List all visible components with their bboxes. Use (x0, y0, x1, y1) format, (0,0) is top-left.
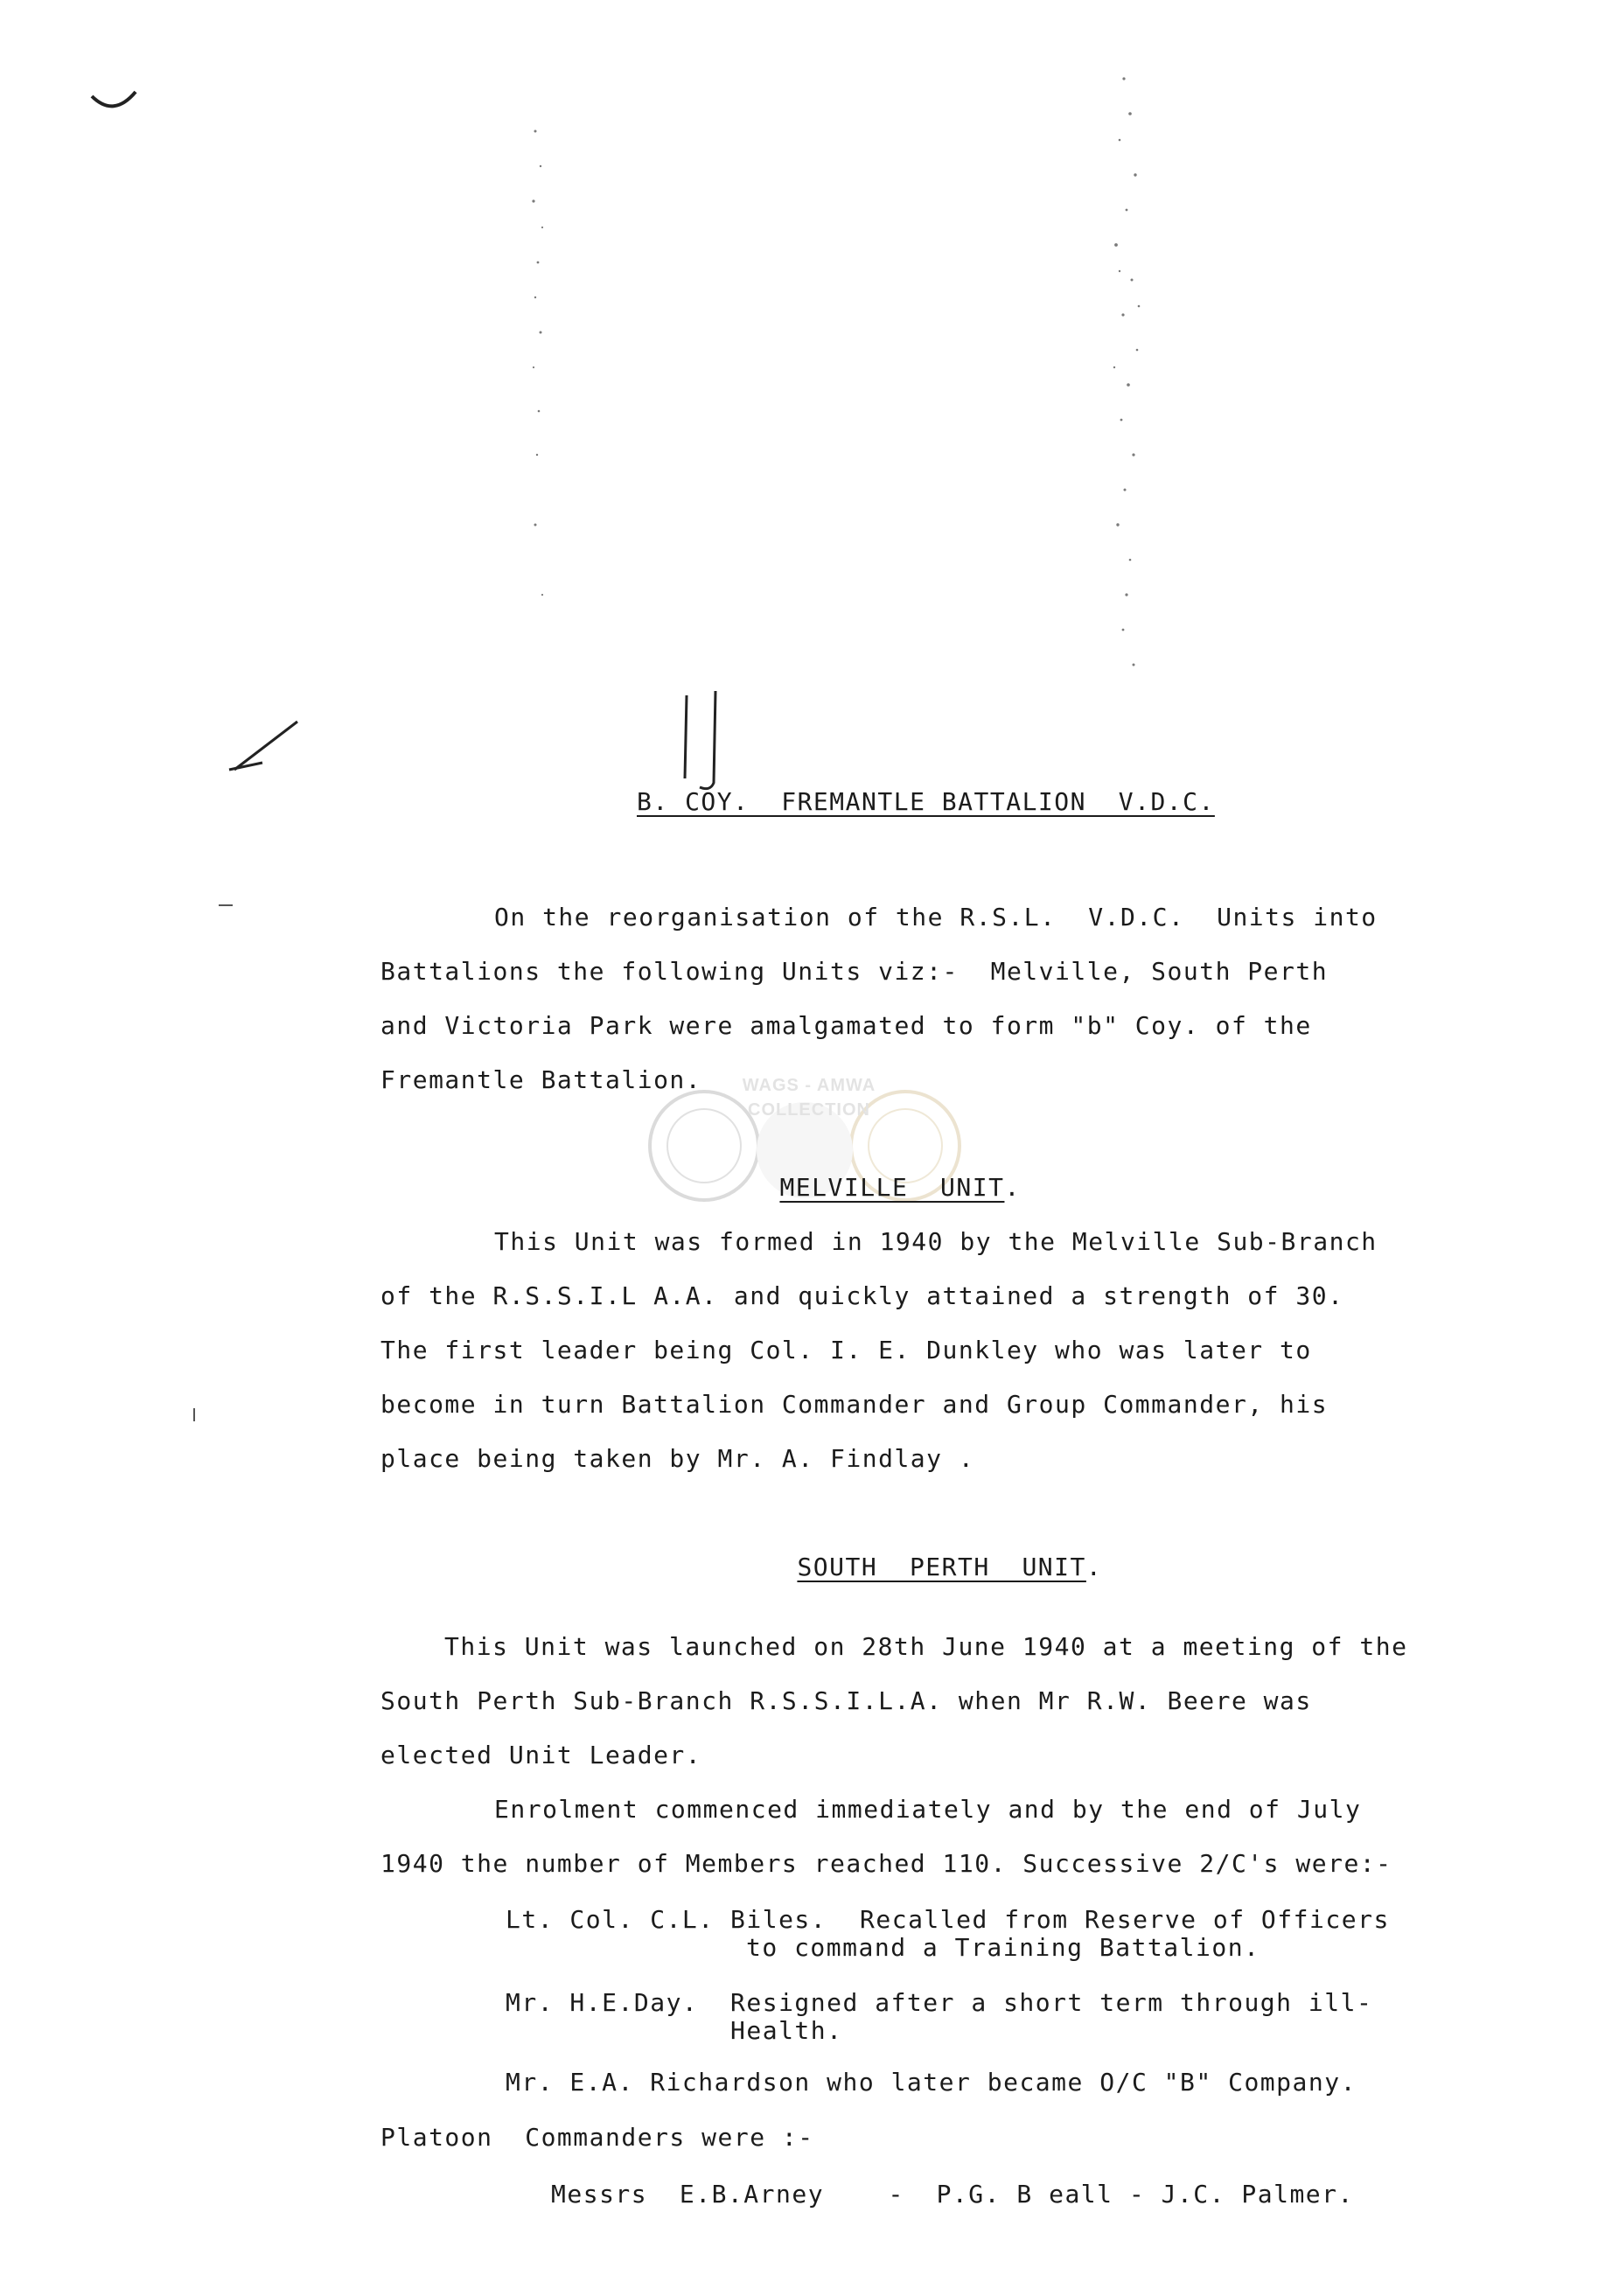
melville-line-3: The first leader being Col. I. E. Dunkley who was later to (380, 1336, 1312, 1364)
melville-line-5: place being taken by Mr. A. Findlay . (380, 1444, 975, 1473)
watermark-line-2: COLLECTION (748, 1100, 870, 1120)
south-perth-heading (733, 1524, 1102, 1610)
melville-line-4: become in turn Battalion Commander and Group Commander, his (380, 1390, 1329, 1419)
south-perth-line-2: South Perth Sub-Branch R.S.S.I.L.A. when Mr R.W. Beere was (380, 1686, 1312, 1715)
south-perth-line-4: Enrolment commenced immediately and by the end of July (494, 1795, 1362, 1824)
day-note-2: Health. (730, 2016, 843, 2045)
south-perth-line-3: elected Unit Leader. (380, 1741, 702, 1769)
biles-note-2: to command a Training Battalion. (746, 1933, 1260, 1962)
biles-note-1: Recalled from Reserve of Officers (860, 1905, 1390, 1934)
intro-line-3: and Victoria Park were amalgamated to form "b" Coy. of the (380, 1011, 1312, 1040)
platoon-list: Messrs E.B.Arney - P.G. B eall - J.C. Palmer. (551, 2180, 1354, 2209)
melville-line-1: This Unit was formed in 1940 by the Melville Sub-Branch (494, 1227, 1378, 1256)
south-perth-heading-text: SOUTH PERTH UNIT (797, 1553, 1086, 1581)
south-perth-line-5: 1940 the number of Members reached 110. Successive 2/C's were:- (380, 1849, 1392, 1878)
melville-heading-period: . (1004, 1173, 1021, 1202)
watermark-text (708, 1073, 910, 1122)
document-heading: B. COY. FREMANTLE BATTALION V.D.C. (637, 787, 1215, 816)
platoon-label: Platoon Commanders were :- (380, 2123, 814, 2152)
biles-name: Lt. Col. C.L. Biles. (506, 1905, 827, 1934)
south-perth-line-1: This Unit was launched on 28th June 1940 at a meeting of the (444, 1632, 1408, 1661)
melville-heading (715, 1144, 1021, 1231)
melville-line-2: of the R.S.S.I.L A.A. and quickly attained a strength of 30. (380, 1281, 1344, 1310)
day-note-1: Resigned after a short term through ill- (730, 1988, 1373, 2017)
intro-line-2: Battalions the following Units viz:- Melville, South Perth (380, 957, 1329, 986)
melville-heading-text: MELVILLE UNIT (779, 1173, 1005, 1202)
richardson-line: Mr. E.A. Richardson who later became O/C "B" Company. (506, 2068, 1357, 2097)
watermark-line-1: WAGS - AMWA (742, 1076, 876, 1095)
south-perth-heading-period: . (1085, 1553, 1103, 1581)
intro-line-1: On the reorganisation of the R.S.L. V.D.C. Units into (494, 903, 1378, 932)
day-name: Mr. H.E.Day. (506, 1988, 699, 2017)
intro-line-4: Fremantle Battalion. (380, 1065, 702, 1094)
